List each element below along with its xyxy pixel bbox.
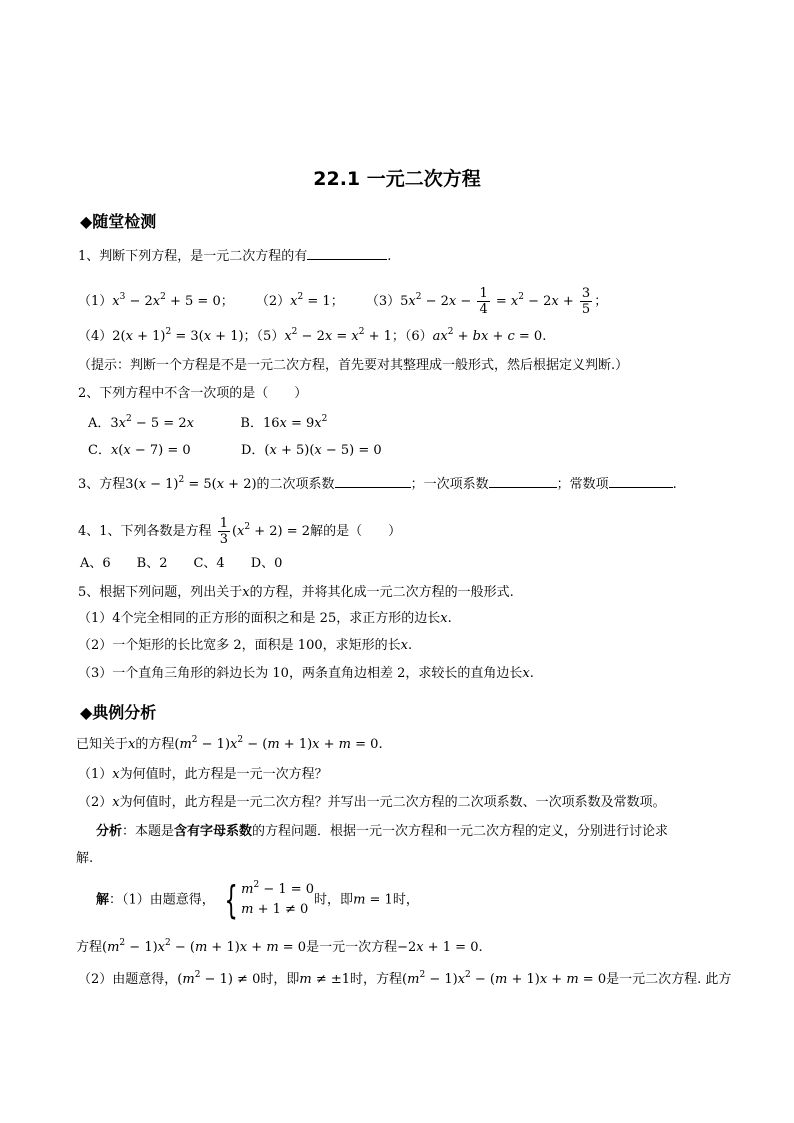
equation: $(m^2 - 1)x^2 - (m + 1)x + m = 0$: [402, 970, 607, 987]
answer-blank: [307, 247, 387, 260]
equation: $x^3 - 2x^2 + 5 = 0$: [112, 292, 221, 309]
solution-part-1: 解：（1）由题意得， { $m^2 - 1 = 0$ m + 1 ≠ 0 时，即m = 1时，: [96, 878, 419, 922]
question-1: 1、判断下列方程，是一元二次方程的有 .: [78, 249, 392, 264]
section-heading-practice: ◆随堂检测: [80, 212, 157, 231]
question-5-part-2: （2）一个矩形的长比宽多 2，面积是 100，求矩形的长x.: [78, 638, 413, 653]
section-heading-example: ◆典例分析: [80, 703, 157, 722]
question-1-row-2: $(4)2(x + 1)^2 = 3(x + 1)$；$(5)x^2 - 2x = x^2 + 1$；$(6)ax^2$ + bx + c = 0.: [78, 327, 547, 344]
equation: $x^2 = 1$: [290, 292, 331, 309]
equation: $3(x - 1)^2 = 5(x + 2)$: [125, 475, 257, 492]
analysis-line-2: 解.: [76, 851, 94, 866]
question-2-options-cd: C．x(x − 7) = 0 D．(x + 5)(x − 5) = 0: [88, 443, 382, 458]
equation: $(m^2 - 1)x^2 - (m + 1)x + m = 0$: [102, 938, 307, 955]
example-statement: 已知关于x的方程$(m^2 - 1)x^2 - (m + 1)x + m = 0$.: [76, 735, 383, 752]
answer-blank: [609, 475, 673, 488]
question-3: 3、方程$3(x - 1)^2 = 5(x + 2)$的二次项系数 ；一次项系数 ；常数项 .: [78, 475, 677, 492]
question-4-options: A、6 B、2 C、4 D、0: [80, 556, 283, 571]
equation-system: { $m^2 - 1 = 0$ m + 1 ≠ 0: [224, 878, 315, 922]
answer-blank: [335, 475, 411, 488]
equation: $x^2 - 2x = x^2 + 1$: [284, 327, 392, 344]
example-part-2: （2）x为何值时，此方程是一元二次方程？并写出一元二次方程的二次项系数、一次项系数及常数项。: [78, 795, 666, 810]
equation: $(m^2 - 1)x^2 - (m + 1)x + m = 0$: [174, 735, 379, 752]
analysis-line: 分析：本题是含有字母系数的方程问题．根据一元一次方程和一元二次方程的定义，分别进行讨论求: [96, 824, 669, 839]
question-4: 4、1、下列各数是方程 $\frac{1}{3}$ $(x^2 + 2) = 2$解的是（ ）: [78, 516, 402, 547]
question-1-hint: （提示：判断一个方程是不是一元二次方程，首先要对其整理成一般形式，然后根据定义判断.）: [78, 358, 629, 373]
question-5-part-1: （1）4个完全相同的正方形的面积之和是 25，求正方形的边长x.: [78, 611, 452, 626]
equation: $\frac{1}{3}$ $(x^2 + 2) = 2$: [219, 516, 311, 547]
answer-blank: [489, 475, 557, 488]
question-1-text: 1、判断下列方程，是一元二次方程的有: [78, 249, 308, 264]
question-5: 5、根据下列问题，列出关于x的方程，并将其化成一元二次方程的一般形式.: [78, 585, 514, 600]
solution-line: 方程$(m^2 - 1)x^2 - (m + 1)x + m = 0$是一元一次方程−2x + 1 = 0.: [76, 938, 483, 955]
solution-part-2: （2）由题意得，$(m^2 - 1) \ne 0$时，即m ≠ ±1时，方程$(m^2 - 1)x^2 - (m + 1)x + m = 0$是一元二次方程. 此方: [78, 970, 732, 987]
page-title: 22.1 一元二次方程: [313, 168, 481, 190]
question-1-row-1: $(1)x^3 - 2x^2 + 5 = 0$； $(2)x^2 = 1$； $(3)5x^2 - 2x$ − $\frac{1}{4}$ = $x^2 - 2x$ + $\frac{3}{5}$ ；: [78, 286, 608, 317]
equation: $5x^2 - 2x$ − $\frac{1}{4}$ = $x^2 - 2x$ + $\frac{3}{5}$: [400, 286, 591, 317]
question-2-options-ab: A．$3x^2 - 5 = 2x$ B．$16x = 9x^2$: [88, 414, 328, 431]
equation: $2(x + 1)^2 = 3(x + 1)$: [112, 327, 244, 344]
question-5-part-3: （3）一个直角三角形的斜边长为 10，两条直角边相差 2，求较长的直角边长x.: [78, 666, 534, 681]
question-2: 2、下列方程中不含一次项的是（ ）: [78, 386, 308, 401]
equation: $ax^2$ + bx + c = 0: [432, 327, 543, 344]
example-part-1: （1）x为何值时，此方程是一元一次方程？: [78, 767, 328, 782]
